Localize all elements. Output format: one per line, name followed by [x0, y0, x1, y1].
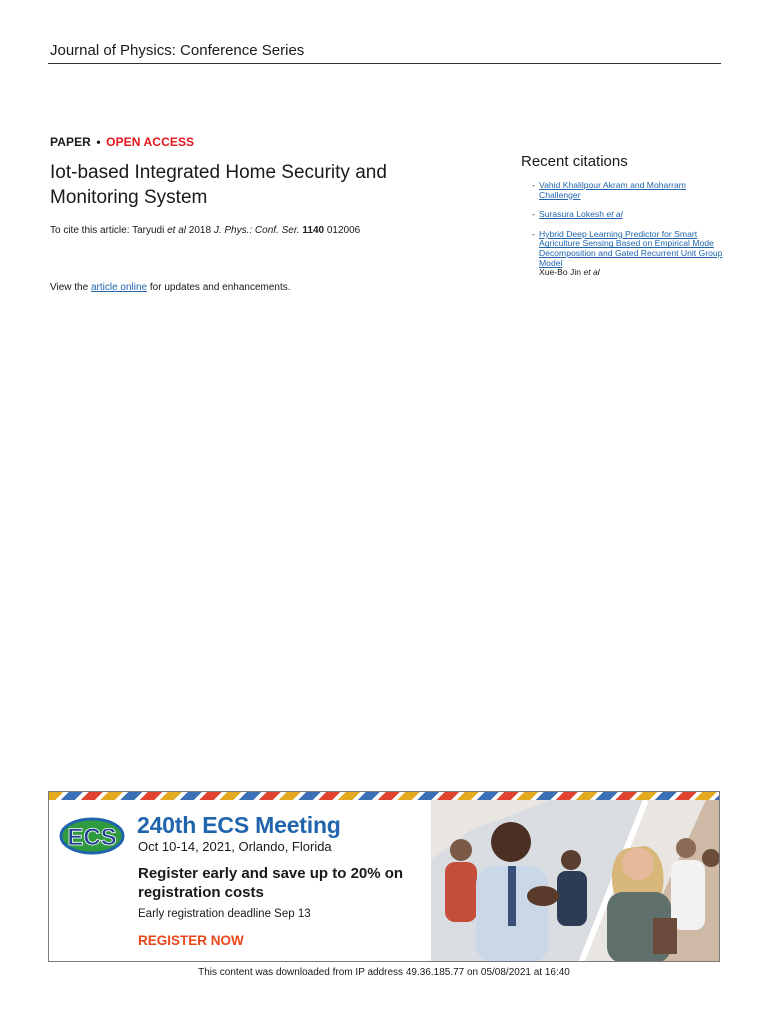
citation-journal: J. Phys.: Conf. Ser. [213, 225, 300, 236]
header-rule [48, 63, 721, 64]
banner-stripe [49, 792, 719, 800]
list-dash: - [532, 228, 535, 239]
article-title: Iot-based Integrated Home Security and Monitoring System [50, 162, 387, 208]
citation-prefix: To cite this article: Taryudi [50, 225, 168, 236]
list-dash: - [532, 209, 535, 220]
journal-title: Journal of Physics: Conference Series [50, 42, 305, 59]
conference-photo-icon [431, 800, 720, 962]
register-headline: Register early and save up to 20% on registration costs [138, 865, 404, 901]
citation-link[interactable]: Vahid Khalilpour Akram and Moharram Challenger [539, 180, 686, 200]
open-access-label: OPEN ACCESS [106, 135, 195, 149]
article-online-link[interactable]: article online [90, 282, 148, 293]
citation-item [532, 209, 724, 220]
meeting-dates: Oct 10-14, 2021, Orlando, Florida [138, 839, 332, 854]
registration-deadline: Early registration deadline Sep 13 [138, 908, 311, 920]
view-suffix: for updates and enhancements. [147, 282, 291, 293]
list-dash: - [532, 180, 535, 190]
citation-author: Surasura Lokesh [539, 209, 607, 220]
citation-volume: 1140 [302, 225, 325, 236]
paper-kind: PAPER [50, 135, 91, 149]
view-online-line [50, 282, 291, 293]
citation-author: Xue-Bo Jin [539, 267, 584, 278]
download-note: This content was downloaded from IP address 49.36.185.77 on 05/08/2021 at 16:40 [198, 967, 570, 978]
citation-etal: et al [583, 267, 600, 278]
citation-etal: et al [167, 225, 186, 236]
meeting-title: 240th ECS Meeting [137, 812, 341, 838]
register-now-button[interactable]: REGISTER NOW [138, 933, 244, 948]
citation-item [532, 180, 724, 200]
tag-separator: • [96, 135, 101, 149]
ecs-meeting-banner[interactable] [48, 791, 720, 962]
recent-citations-list [532, 180, 724, 288]
citation-item [532, 228, 724, 278]
paper-tag [50, 135, 194, 149]
citation-link[interactable] [539, 209, 623, 219]
view-prefix: View the [50, 282, 91, 293]
citation-etal: et al [606, 209, 623, 220]
citation-year: 2018 [186, 225, 214, 236]
citation-line [50, 225, 360, 236]
ecs-logo-text: ECS [67, 824, 117, 851]
ecs-logo-icon [59, 816, 125, 856]
citation-article-number: 012006 [324, 225, 361, 236]
recent-citations-heading: Recent citations [521, 153, 628, 170]
citation-link[interactable]: Hybrid Deep Learning Predictor for Smart Agriculture Sensing Based on Empirical Mode Decomposition and Gated Recurrent Unit Group Model [539, 228, 723, 268]
